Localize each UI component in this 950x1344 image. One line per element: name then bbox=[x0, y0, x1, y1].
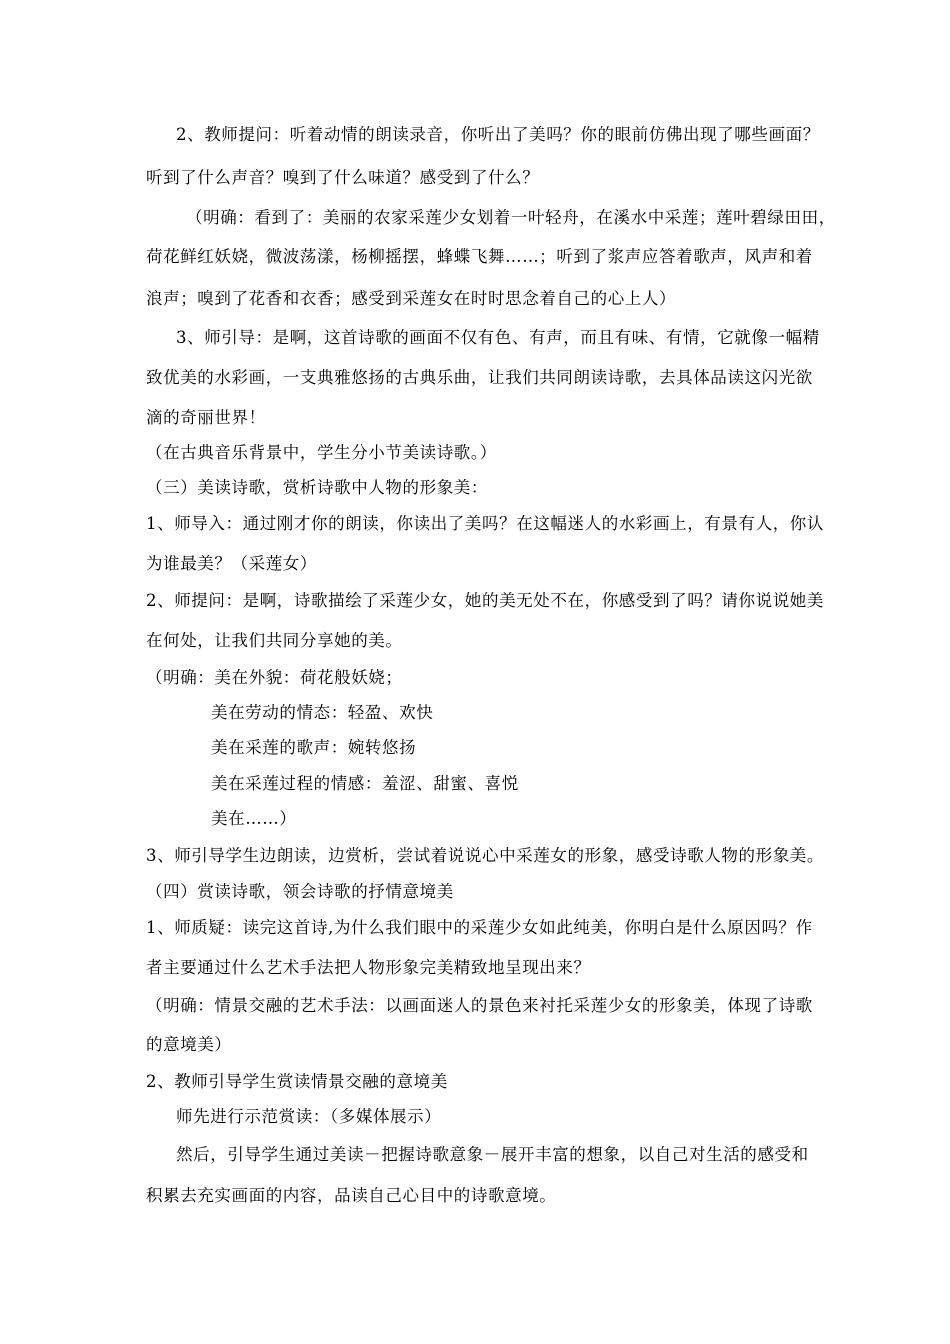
paragraph-line: 1、师质疑：读完这首诗,为什么我们眼中的采莲少女如此纯美，你明白是什么原因吗？作 bbox=[146, 918, 813, 937]
paragraph-line: 1、师导入：通过刚才你的朗读，你读出了美吗？在这幅迷人的水彩画上，有景有人，你认 bbox=[146, 514, 824, 533]
paragraph-line: 致优美的水彩画，一支典雅悠扬的古典乐曲，让我们共同朗读诗歌，去具体品读这闪光欲 bbox=[146, 368, 813, 387]
paragraph-line: 为谁最美？（采莲女） bbox=[146, 554, 317, 573]
list-item: 美在劳动的情态：轻盈、欢快 bbox=[211, 703, 434, 722]
paragraph-line: 2、教师引导学生赏读情景交融的意境美 bbox=[146, 1072, 448, 1091]
paragraph-line: （在古典音乐背景中，学生分小节美读诗歌。） bbox=[146, 443, 497, 462]
list-item: 美在采莲的歌声：婉转悠扬 bbox=[211, 738, 417, 757]
section-heading: （三）美读诗歌，赏析诗歌中人物的形象美： bbox=[146, 478, 488, 497]
paragraph-line: 3、师引导学生边朗读，边赏析，尝试着说说心中采莲女的形象，感受诗歌人物的形象美。 bbox=[146, 846, 824, 865]
paragraph-line: 在何处，让我们共同分享她的美。 bbox=[146, 631, 403, 650]
paragraph-line: 3、师引导：是啊，这首诗歌的画面不仅有色、有声，而且有味、有情，它就像一幅精 bbox=[176, 328, 820, 347]
section-heading: （四）赏读诗歌，领会诗歌的抒情意境美 bbox=[146, 882, 454, 901]
paragraph-line: 师先进行示范赏读：（多媒体展示） bbox=[176, 1107, 442, 1126]
paragraph-line: 者主要通过什么艺术手法把人物形象完美精致地呈现出来？ bbox=[146, 958, 591, 977]
paragraph-line: 浪声；嗅到了花香和衣香；感受到采莲女在时时思念着自己的心上人） bbox=[146, 289, 677, 308]
paragraph-line: 听到了什么声音？嗅到了什么味道？感受到了什么？ bbox=[146, 168, 540, 187]
paragraph-line: 的意境美） bbox=[146, 1035, 232, 1054]
list-item: 美在采莲过程的情感：羞涩、甜蜜、喜悦 bbox=[211, 774, 519, 793]
paragraph-line: 然后，引导学生通过美读－把握诗歌意象－展开丰富的想象，以自己对生活的感受和 bbox=[176, 1145, 809, 1164]
paragraph-line: 2、师提问：是啊，诗歌描绘了采莲少女，她的美无处不在，你感受到了吗？请你说说她美 bbox=[146, 591, 824, 610]
paragraph-line: 荷花鲜红妖娆，微波荡漾，杨柳摇摆，蜂蝶飞舞……；听到了浆声应答着歌声，风声和着 bbox=[146, 247, 813, 266]
paragraph-line: 滴的奇丽世界！ bbox=[146, 408, 266, 427]
list-item: 美在……） bbox=[211, 809, 297, 828]
paragraph-line: （明确：美在外貌：荷花般妖娆； bbox=[146, 668, 403, 687]
paragraph-line: 2、教师提问：听着动情的朗读录音，你听出了美吗？你的眼前仿佛出现了哪些画面？ bbox=[176, 125, 820, 144]
paragraph-line: （明确：情景交融的艺术手法：以画面迷人的景色来衬托采莲少女的形象美，体现了诗歌 bbox=[146, 996, 813, 1015]
paragraph-line: （明确：看到了：美丽的农家采莲少女划着一叶轻舟，在溪水中采莲；莲叶碧绿田田， bbox=[186, 208, 836, 227]
paragraph-line: 积累去充实画面的内容，品读自己心目中的诗歌意境。 bbox=[146, 1186, 557, 1205]
